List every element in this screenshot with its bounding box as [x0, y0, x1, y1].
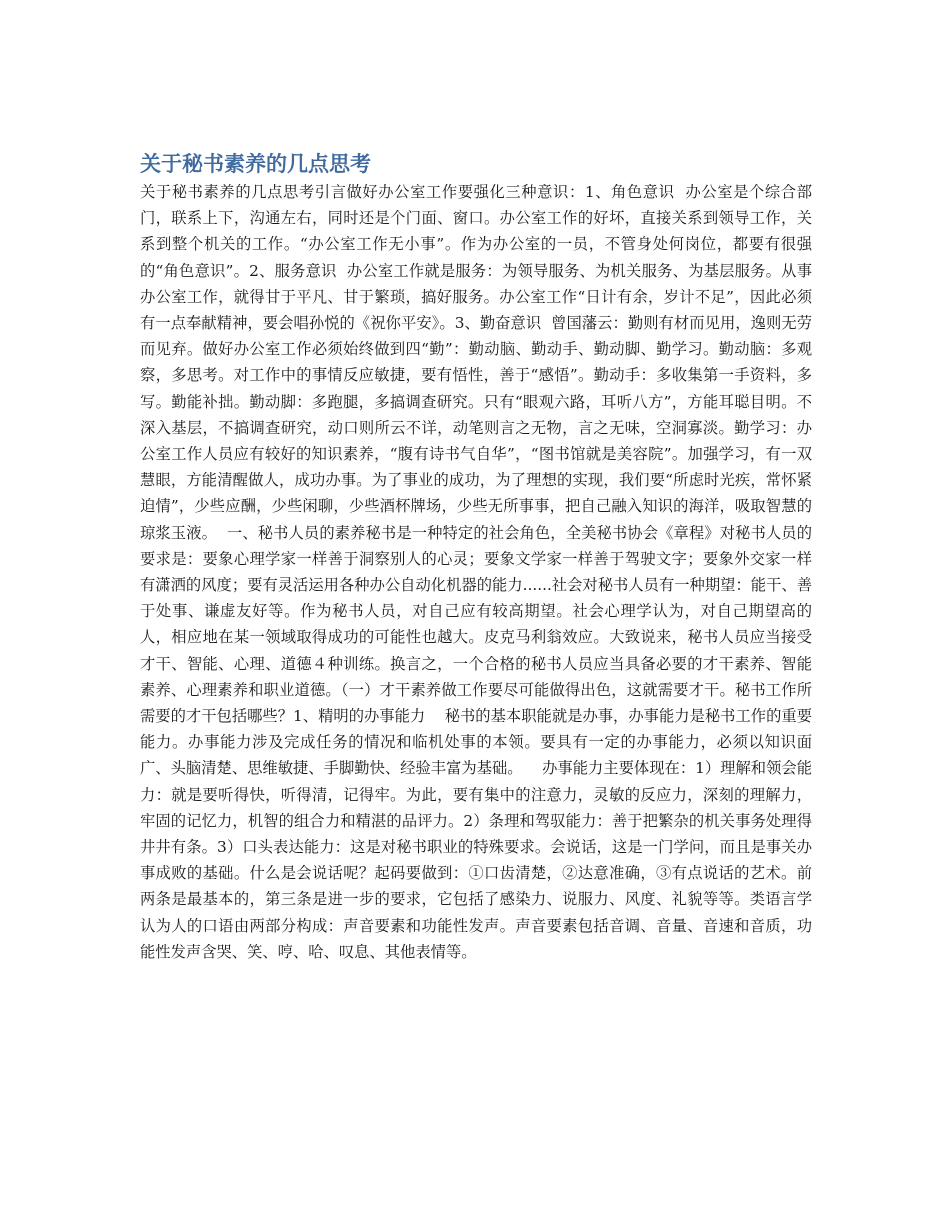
document-title: 关于秘书素养的几点思考	[140, 152, 371, 176]
document-body: 关于秘书素养的几点思考引言做好办公室工作要强化三种意识：1、角色意识 办公室是个综合部门，联系上下，沟通左右，同时还是个门面、窗口。办公室工作的好坏，直接关系到领导工作，关系到整个机关的工作。“办公室工作无小事”。作为办公室的一员，不管身处何岗位，都要有很强的“角色意识”。2、服务意识 办公室工作就是服务：为领导服务、为机关服务、为基层服务。从事办公室工作，就得甘于平凡、甘于繁琐，搞好服务。办公室工作“日计有余，岁计不足”，因此必须有一点奉献精神，要会唱孙悦的《祝你平安》。3、勤奋意识 曾国藩云：勤则有材而见用，逸则无劳而见弃。做好办公室工作必须始终做到四“勤”：勤动脑、勤动手、勤动脚、勤学习。勤动脑：多观察，多思考。对工作中的事情反应敏捷，要有悟性，善于“感悟”。勤动手：多收集第一手资料，多写。勤能补拙。勤动脚：多跑腿，多搞调查研究。只有“眼观六路，耳听八方”，方能耳聪目明。不深入基层，不搞调查研究，动口则所云不详，动笔则言之无物，言之无味，空洞寡淡。勤学习：办公室工作人员应有较好的知识素养，“腹有诗书气自华”，“图书馆就是美容院”。加强学习，有一双慧眼，方能清醒做人，成功办事。为了事业的成功，为了理想的实现，我们要“所虑时光疾，常怀紧迫情”，少些应酬，少些闲聊，少些酒杯牌场，少些无所事事，把自己融入知识的海洋，吸取智慧的琼浆玉液。 一、秘书人员的素养秘书是一种特定的社会角色，全美秘书协会《章程》对秘书人员的要求是：要象心理学家一样善于洞察别人的心灵；要象文学家一样善于驾驶文字；要象外交家一样有潇洒的风度；要有灵活运用各种办公自动化机器的能力......社会对秘书人员有一种期望：能干、善于处事、谦虚友好等。作为秘书人员，对自己应有较高期望。社会心理学认为，对自己期望高的人，相应地在某一领域取得成功的可能性也越大。皮克马利翁效应。大致说来，秘书人员应当接受才干、智能、心理、道德４种训练。换言之，一个合格的秘书人员应当具备必要的才干素养、智能素养、心理素养和职业道德。（一）才干素养做工作要尽可能做得出色，这就需要才干。秘书工作所需要的才干包括哪些？1、精明的办事能力 秘书的基本职能就是办事，办事能力是秘书工作的重要能力。办事能力涉及完成任务的情况和临机处事的本领。要具有一定的办事能力，必须以知识面广、头脑清楚、思维敏捷、手脚勤快、经验丰富为基础。 办事能力主要体现在：1）理解和领会能力：就是要听得快，听得清，记得牢。为此，要有集中的注意力，灵敏的反应力，深刻的理解力，牢固的记忆力，机智的组合力和精湛的品评力。2）条理和驾驭能力：善于把繁杂的机关事务处理得井井有条。3）口头表达能力：这是对秘书职业的特殊要求。会说话，这是一门学问，而且是事关办事成败的基础。什么是会说话呢？起码要做到：①口齿清楚，②达意准确，③有点说话的艺术。前两条是最基本的，第三条是进一步的要求，它包括了感染力、说服力、风度、礼貌等等。类语言学认为人的口语由两部分构成：声音要素和功能性发声。声音要素包括音调、音量、音速和音质，功能性发声含哭、笑、哼、哈、叹息、其他表情等。	[140, 183, 812, 961]
